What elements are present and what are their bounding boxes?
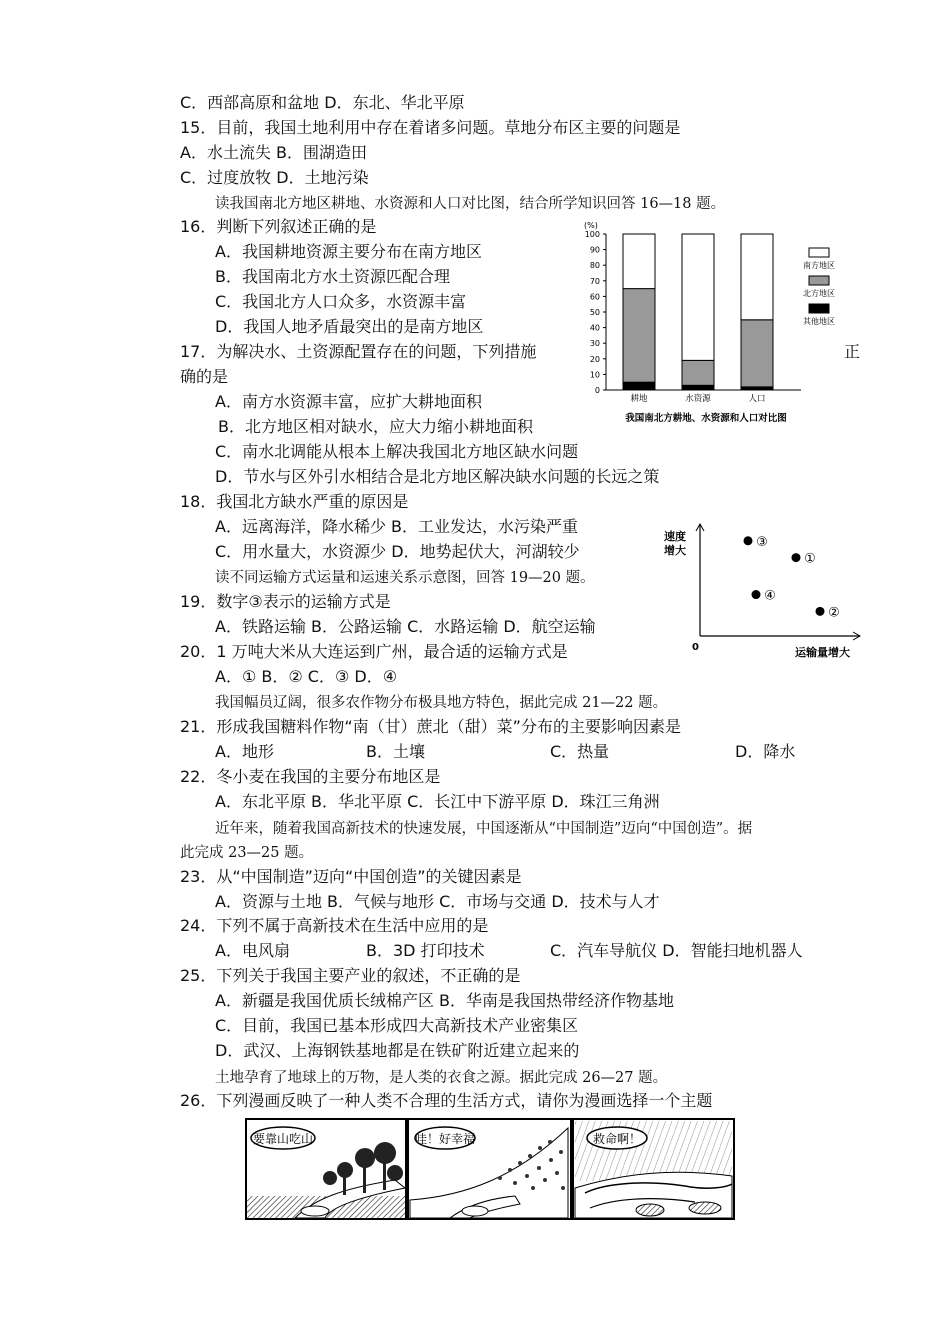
- y-tick-label: 100: [584, 230, 600, 239]
- intro-19-20: 读不同运输方式运量和运速关系示意图，回答 19—20 题。: [215, 570, 595, 586]
- question-21-option-a: A．地形: [215, 742, 274, 761]
- question-22: 22．冬小麦在我国的主要分布地区是: [180, 767, 441, 786]
- question-24-option-b: B．3D 打印技术: [366, 941, 485, 960]
- bar-chart: [578, 218, 838, 428]
- legend-label: 北方地区: [803, 289, 835, 298]
- y-axis-label-line1: 速度: [664, 530, 686, 543]
- y-tick-label: 90: [589, 245, 600, 255]
- intro-21-22: 我国幅员辽阔，很多农作物分布极具地方特色，据此完成 21—22 题。: [215, 695, 668, 711]
- scatter-point: [744, 536, 753, 545]
- legend-swatch: [809, 304, 829, 313]
- question-24-options-cd: C．汽车导航仪 D．智能扫地机器人: [550, 941, 803, 960]
- question-21: 21．形成我国糖料作物“南（甘）蔗北（甜）菜”分布的主要影响因素是: [180, 717, 681, 736]
- y-axis-label-line2: 增大: [664, 544, 686, 557]
- question-16-option-a: A．我国耕地资源主要分布在南方地区: [215, 242, 482, 261]
- intro-23-25-line2: 此完成 23—25 题。: [180, 845, 314, 861]
- bar-segment: [682, 360, 714, 385]
- question-17-option-a: A．南方水资源丰富，应扩大耕地面积: [215, 392, 482, 411]
- y-tick-label: 40: [589, 323, 600, 333]
- legend-swatch: [809, 276, 829, 285]
- intro-23-25-line1: 近年来，随着我国高新技术的快速发展，中国逐渐从“中国制造”迈向“中国创造”。据: [215, 821, 753, 837]
- bar-segment: [623, 382, 655, 390]
- point-label: ②: [828, 605, 840, 621]
- question-17: 17．为解决水、土资源配置存在的问题，下列措施: [180, 342, 537, 361]
- point-label: ①: [804, 551, 816, 567]
- bar-segment: [682, 234, 714, 360]
- scatter-point: [752, 590, 761, 599]
- x-axis-label: 运输量增大: [795, 646, 850, 659]
- bar-segment: [623, 289, 655, 383]
- question-15-options-ab: A．水土流失 B．围湖造田: [180, 143, 368, 162]
- category-label: 耕地: [630, 394, 648, 404]
- question-25-options-ab: A．新疆是我国优质长绒棉产区 B．华南是我国热带经济作物基地: [215, 991, 675, 1010]
- question-26: 26．下列漫画反映了一种人类不合理的生活方式，请你为漫画选择一个主题: [180, 1091, 713, 1110]
- legend-swatch: [809, 248, 829, 257]
- origin-label: 0: [692, 642, 699, 653]
- question-25-option-d: D．武汉、上海钢铁基地都是在铁矿附近建立起来的: [215, 1041, 580, 1060]
- question-18-options-ab: A．远离海洋，降水稀少 B．工业发达，水污染严重: [215, 517, 579, 536]
- bar-segment: [623, 234, 655, 289]
- question-22-options: A．东北平原 B．华北平原 C．长江中下游平原 D．珠江三角洲: [215, 792, 660, 811]
- intro-26-27: 土地孕育了地球上的万物，是人类的衣食之源。据此完成 26—27 题。: [215, 1070, 668, 1086]
- question-21-option-c: C．热量: [550, 742, 610, 761]
- scatter-point: [792, 553, 801, 562]
- question-15: 15．目前，我国土地利用中存在着诸多问题。草地分布区主要的问题是: [180, 118, 681, 137]
- bar-segment: [682, 385, 714, 390]
- question-21-option-d: D．降水: [735, 742, 796, 761]
- question-23: 23．从“中国制造”迈向“中国创造”的关键因素是: [180, 867, 522, 886]
- question-15-options-cd: C．过度放牧 D．土地污染: [180, 168, 369, 187]
- y-tick-label: 10: [589, 370, 600, 380]
- question-18-options-cd: C．用水量大，水资源少 D．地势起伏大，河湖较少: [215, 542, 580, 561]
- question-18: 18．我国北方缺水严重的原因是: [180, 492, 409, 511]
- y-tick-label: 30: [589, 339, 600, 349]
- question-25: 25．下列关于我国主要产业的叙述，不正确的是: [180, 966, 521, 985]
- scatter-point: [816, 607, 825, 616]
- point-label: ④: [764, 588, 776, 604]
- bar-segment: [741, 234, 773, 320]
- question-16-option-d: D．我国人地矛盾最突出的是南方地区: [215, 317, 484, 336]
- cartoon-bubble-3: 救命啊！: [592, 1132, 642, 1146]
- question-21-option-b: B．土壤: [366, 742, 425, 761]
- y-tick-label: 50: [589, 308, 600, 317]
- option-line: C．西部高原和盆地 D．东北、华北平原: [180, 93, 465, 112]
- question-20-options: A．① B．② C．③ D．④: [215, 667, 398, 686]
- question-16-option-c: C．我国北方人口众多，水资源丰富: [215, 292, 467, 311]
- legend-label: 其他地区: [803, 317, 835, 326]
- question-17-option-b: B．北方地区相对缺水，应大力缩小耕地面积: [218, 417, 533, 436]
- y-axis-unit: (%): [584, 221, 598, 230]
- question-19-options: A．铁路运输 B．公路运输 C．水路运输 D．航空运输: [215, 617, 596, 636]
- cartoon-bubble-2: 哇！好幸福: [414, 1132, 476, 1146]
- category-label: 水资源: [685, 394, 711, 404]
- question-17-option-d: D．节水与区外引水相结合是北方地区解决缺水问题的长远之策: [215, 467, 660, 486]
- question-16-option-b: B．我国南北方水土资源匹配合理: [215, 267, 450, 286]
- chart-caption: 我国南北方耕地、水资源和人口对比图: [625, 413, 787, 424]
- cartoon-panel-2: [408, 1119, 571, 1219]
- category-label: 人口: [748, 394, 766, 404]
- y-tick-label: 70: [589, 276, 600, 286]
- cartoon-strip: [245, 1118, 735, 1220]
- question-23-options: A．资源与土地 B．气候与地形 C．市场与交通 D．技术与人才: [215, 892, 660, 911]
- legend-label: 南方地区: [803, 261, 835, 270]
- question-25-option-c: C．目前，我国已基本形成四大高新技术产业密集区: [215, 1016, 579, 1035]
- transport-scatter-chart: [655, 518, 875, 668]
- question-17-cont: 确的是: [180, 367, 229, 386]
- cartoon-panel-1: [246, 1119, 406, 1219]
- bar-segment: [741, 320, 773, 387]
- cartoon-bubble-1: 要靠山吃山: [252, 1132, 314, 1146]
- question-19: 19．数字③表示的运输方式是: [180, 592, 391, 611]
- question-24: 24．下列不属于高新技术在生活中应用的是: [180, 916, 489, 935]
- y-tick-label: 20: [589, 354, 600, 364]
- intro-16-18: 读我国南北方地区耕地、水资源和人口对比图，结合所学知识回答 16—18 题。: [215, 196, 726, 212]
- question-17-tail: 正: [844, 342, 861, 361]
- y-tick-label: 80: [589, 261, 600, 271]
- question-16: 16．判断下列叙述正确的是: [180, 217, 377, 236]
- question-17-option-c: C．南水北调能从根本上解决我国北方地区缺水问题: [215, 442, 579, 461]
- y-tick-label: 60: [589, 292, 600, 302]
- question-24-option-a: A．电风扇: [215, 941, 290, 960]
- cartoon-panel-3: [573, 1119, 734, 1219]
- y-tick-label: 0: [594, 386, 600, 395]
- question-20: 20．1 万吨大米从大连运到广州，最合适的运输方式是: [180, 642, 568, 661]
- point-label: ③: [756, 534, 768, 550]
